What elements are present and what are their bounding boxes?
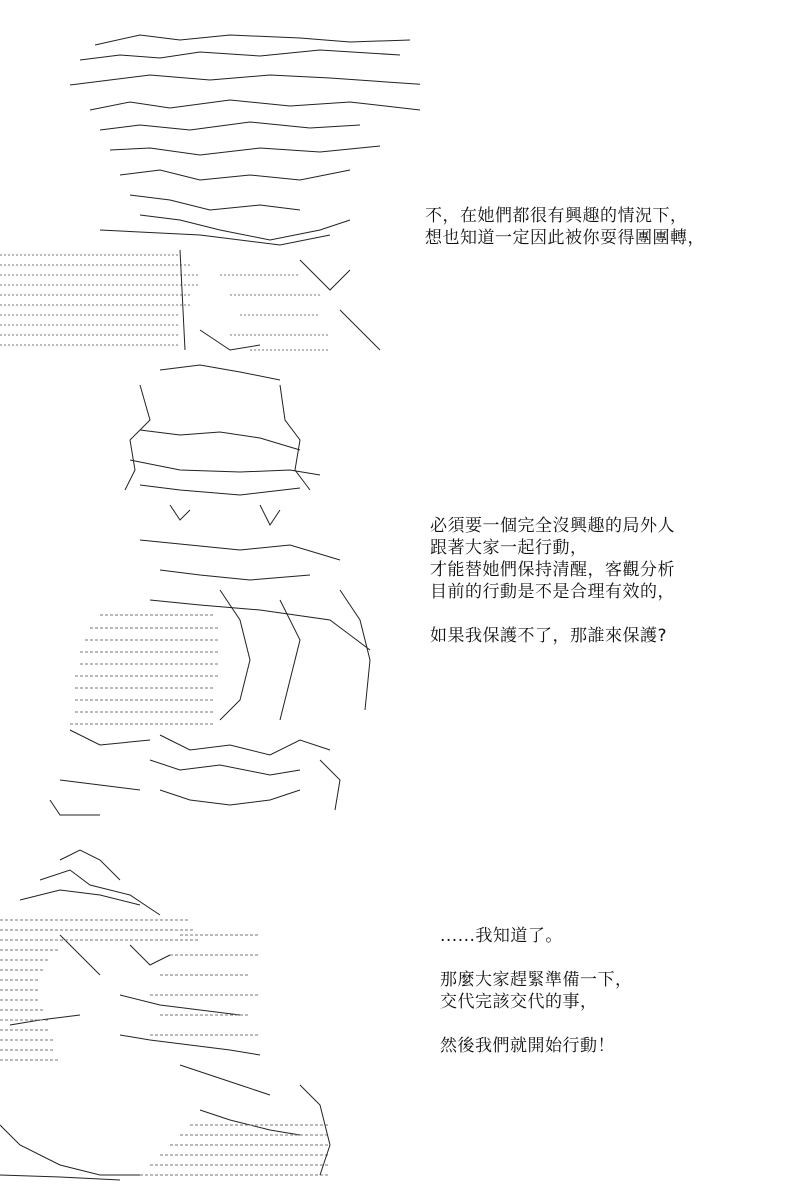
dialogue-line-blank bbox=[430, 603, 675, 625]
dialogue-line: 然後我們就開始行動！ bbox=[440, 1036, 615, 1056]
dialogue-line: 跟著大家一起行動， bbox=[430, 538, 588, 558]
dialogue-line: 必須要一個完全沒興趣的局外人 bbox=[430, 516, 675, 536]
ascii-art-character-2 bbox=[40, 360, 390, 820]
ascii-art-character-1 bbox=[0, 30, 420, 360]
dialogue-text-1 bbox=[425, 205, 705, 249]
panel-2 bbox=[0, 360, 800, 830]
panel-3 bbox=[0, 845, 800, 1195]
dialogue-line: 如果我保護不了，那誰來保護? bbox=[430, 626, 668, 646]
dialogue-line: 那麼大家趕緊準備一下， bbox=[440, 970, 633, 990]
dialogue-line: 不，在她們都很有興趣的情況下， bbox=[425, 206, 688, 226]
dialogue-line: ......我知道了。 bbox=[440, 926, 563, 946]
dialogue-line: 交代完該交代的事， bbox=[440, 992, 598, 1012]
ascii-art-character-3 bbox=[0, 845, 360, 1190]
dialogue-line: 目前的行動是不是合理有效的， bbox=[430, 582, 675, 602]
dialogue-line-blank bbox=[440, 1013, 633, 1035]
dialogue-line: 才能替她們保持清醒，客觀分析 bbox=[430, 560, 675, 580]
dialogue-text-3 bbox=[440, 925, 633, 1057]
dialogue-text-2 bbox=[430, 515, 675, 647]
dialogue-line: 想也知道一定因此被你耍得團團轉， bbox=[425, 228, 705, 248]
panel-1 bbox=[0, 0, 800, 370]
dialogue-line-blank bbox=[440, 947, 633, 969]
